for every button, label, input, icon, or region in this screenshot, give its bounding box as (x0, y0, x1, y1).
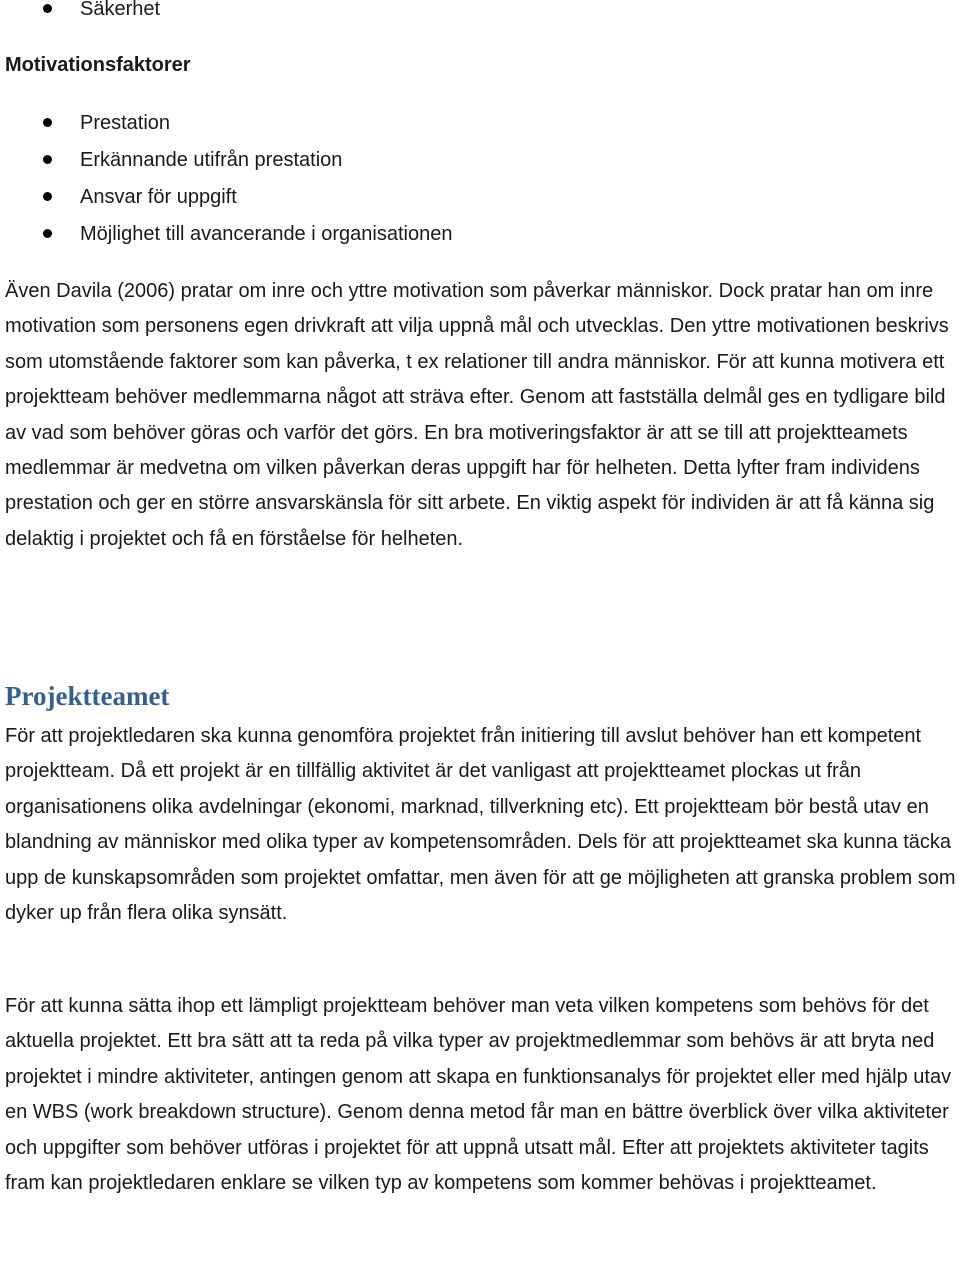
bullet-icon (43, 229, 52, 238)
list-item (0, 105, 960, 142)
list-item (0, 179, 960, 216)
list-item-text: Erkännande utifrån prestation (80, 149, 343, 171)
list-item (0, 142, 960, 179)
top-bullet-list (0, 0, 960, 28)
bullet-icon (43, 118, 52, 127)
list-item (0, 216, 960, 253)
paragraph-motivation: Även Davila (2006) pratar om inre och yttre motivation som påverkar människor. Dock pratar han om inre motivation som personens egen drivkraft att vilja uppnå mål och utvecklas. Den yttre motivationen beskrivs som utomstående faktorer som kan påverka, t ex relationer till andra människor. För att kunna motivera ett projektteam behöver medlemmarna något att sträva efter. Genom att fastställa delmål ges en tydligare bild av vad som behöver göras och varför det görs. En bra motiveringsfaktor är att se till att projektteamets medlemmar är medvetna om vilken påverkan deras uppgift har för helheten. Detta lyfter fram individens prestation och ger en större ansvarskänsla för sitt arbete. En viktig aspekt för individen är att få känna sig delaktig i projektet och få en förståelse för helheten. (5, 280, 949, 550)
bullet-icon (43, 192, 52, 201)
list-item-text: Säkerhet (80, 0, 161, 20)
motivation-heading: Motivationsfaktorer (5, 54, 191, 76)
bullet-icon (43, 155, 52, 164)
list-item-text: Ansvar för uppgift (80, 186, 237, 208)
list-item (0, 0, 960, 28)
list-item-text: Möjlighet till avancerande i organisationen (80, 223, 453, 245)
motivation-bullet-list (0, 105, 960, 253)
paragraph-team-competence: För att kunna sätta ihop ett lämpligt projektteam behöver man veta vilken kompetens som behövs för det aktuella projektet. Ett bra sätt att ta reda på vilka typer av projektmedlemmar som behövs är att bryta ned projektet i mindre aktiviteter, antingen genom att skapa en funktionsanalys för projektet eller med hjälp utav en WBS (work breakdown structure). Genom denna metod får man en bättre överblick över vilka aktiviteter och uppgifter som behöver utföras i projektet för att uppnå utsatt mål. Efter att projektets aktiviteter tagits fram kan projektledaren enklare se vilken typ av kompetens som kommer behövas i projektteamet. (5, 995, 952, 1195)
paragraph-team-composition: För att projektledaren ska kunna genomföra projektet från initiering till avslut behöver han ett kompetent projektteam. Då ett projekt är en tillfällig aktivitet är det vanligast att projektteamet plockas ut från organisationens olika avdelningar (ekonomi, marknad, tillverkning etc). Ett projektteam bör bestå utav en blandning av människor med olika typer av kompetensområden. Dels för att projektteamet ska kunna täcka upp de kunskapsområden som projektet omfattar, men även för att ge möjligheten att granska problem som dyker up från flera olika synsätt. (5, 725, 956, 925)
list-item-text: Prestation (80, 112, 171, 134)
section-heading-projektteamet: Projektteamet (5, 681, 170, 711)
bullet-icon (43, 4, 52, 13)
